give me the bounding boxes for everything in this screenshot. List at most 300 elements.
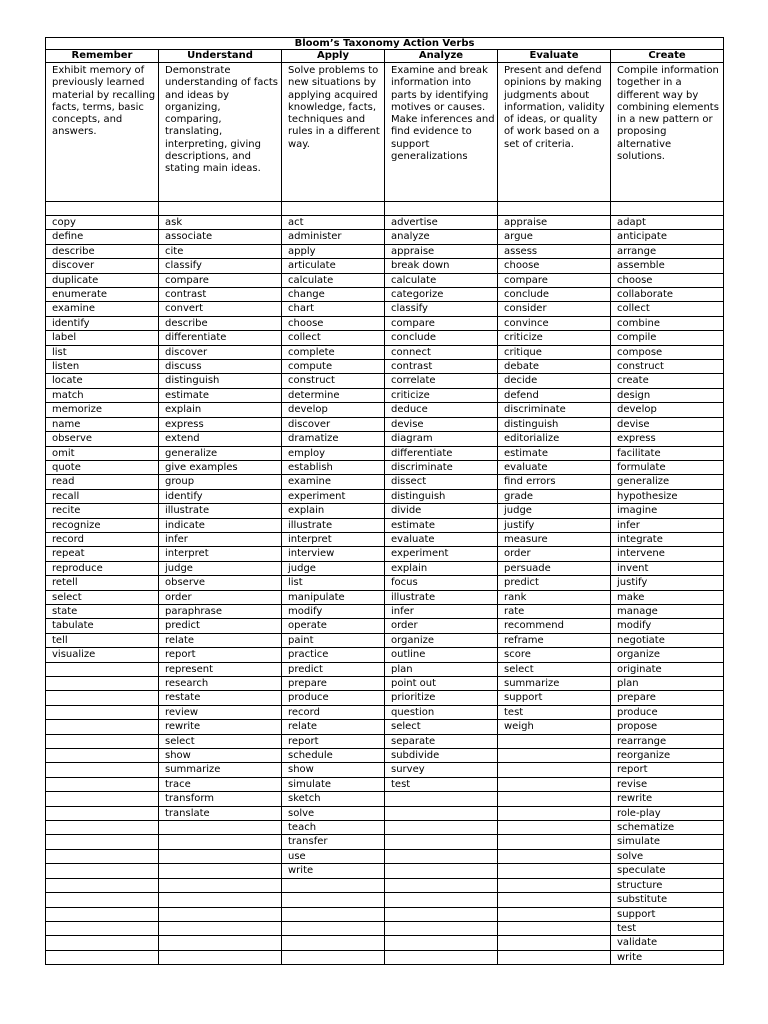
- verb-cell-understand: express: [159, 417, 282, 431]
- verb-cell-evaluate: criticize: [498, 331, 611, 345]
- empty-cell: [385, 821, 498, 835]
- verb-cell-evaluate: editorialize: [498, 432, 611, 446]
- verb-cell-apply: interpret: [282, 532, 385, 546]
- verb-cell-understand: interpret: [159, 547, 282, 561]
- empty-cell: [498, 749, 611, 763]
- verb-cell-apply: paint: [282, 633, 385, 647]
- verb-cell-understand: relate: [159, 633, 282, 647]
- verb-cell-understand: estimate: [159, 388, 282, 402]
- table-row: [46, 302, 724, 316]
- verb-cell-understand: convert: [159, 302, 282, 316]
- header-remember: Remember: [46, 50, 159, 63]
- empty-cell: [498, 950, 611, 964]
- verb-cell-understand: explain: [159, 403, 282, 417]
- verb-cell-create: invent: [611, 561, 724, 575]
- verb-cell-analyze: outline: [385, 648, 498, 662]
- empty-cell: [385, 921, 498, 935]
- table-row: [46, 417, 724, 431]
- verb-cell-understand: summarize: [159, 763, 282, 777]
- verb-cell-remember: retell: [46, 576, 159, 590]
- verb-cell-evaluate: find errors: [498, 475, 611, 489]
- verb-cell-create: schematize: [611, 821, 724, 835]
- verb-cell-analyze: organize: [385, 633, 498, 647]
- verb-cell-understand: represent: [159, 662, 282, 676]
- empty-cell: [282, 878, 385, 892]
- table-row: [46, 950, 724, 964]
- verb-cell-evaluate: recommend: [498, 619, 611, 633]
- empty-cell: [498, 835, 611, 849]
- verb-cell-apply: complete: [282, 345, 385, 359]
- verb-cell-understand: translate: [159, 806, 282, 820]
- verb-cell-understand: infer: [159, 532, 282, 546]
- verb-cell-create: role-play: [611, 806, 724, 820]
- verb-cell-apply: modify: [282, 604, 385, 618]
- verb-cell-understand: trace: [159, 777, 282, 791]
- verb-cell-understand: restate: [159, 691, 282, 705]
- table-row: [46, 806, 724, 820]
- verb-cell-analyze: analyze: [385, 230, 498, 244]
- empty-cell: [385, 792, 498, 806]
- verb-cell-remember: memorize: [46, 403, 159, 417]
- verb-cell-create: assemble: [611, 259, 724, 273]
- verb-cell-remember: select: [46, 590, 159, 604]
- table-row: [46, 475, 724, 489]
- verb-cell-create: propose: [611, 720, 724, 734]
- verb-cell-apply: apply: [282, 244, 385, 258]
- empty-cell: [498, 792, 611, 806]
- empty-cell: [159, 921, 282, 935]
- table-row: [46, 446, 724, 460]
- description-apply: Solve problems to new situations by applying acquired knowledge, facts, techniques and rules in a different way.: [282, 63, 385, 202]
- verb-cell-analyze: criticize: [385, 388, 498, 402]
- table-row: [46, 489, 724, 503]
- verb-cell-remember: list: [46, 345, 159, 359]
- verb-cell-analyze: advertise: [385, 216, 498, 230]
- verb-cell-remember: identify: [46, 316, 159, 330]
- verb-cell-evaluate: convince: [498, 316, 611, 330]
- verb-cell-apply: explain: [282, 504, 385, 518]
- verb-cell-understand: research: [159, 677, 282, 691]
- empty-cell: [159, 864, 282, 878]
- table-row: [46, 259, 724, 273]
- verb-cell-remember: recognize: [46, 518, 159, 532]
- verb-cell-understand: contrast: [159, 288, 282, 302]
- verb-cell-remember: name: [46, 417, 159, 431]
- table-row: [46, 604, 724, 618]
- empty-cell: [498, 806, 611, 820]
- verb-cell-evaluate: order: [498, 547, 611, 561]
- verb-cell-evaluate: compare: [498, 273, 611, 287]
- empty-cell: [46, 907, 159, 921]
- verb-cell-apply: transfer: [282, 835, 385, 849]
- empty-cell: [498, 763, 611, 777]
- verb-cell-evaluate: decide: [498, 374, 611, 388]
- empty-cell: [498, 849, 611, 863]
- empty-cell: [159, 878, 282, 892]
- verb-cell-evaluate: defend: [498, 388, 611, 402]
- verb-cell-analyze: point out: [385, 677, 498, 691]
- verb-cell-create: devise: [611, 417, 724, 431]
- verb-cell-create: simulate: [611, 835, 724, 849]
- verb-cell-create: structure: [611, 878, 724, 892]
- verb-cell-evaluate: measure: [498, 532, 611, 546]
- verb-cell-remember: observe: [46, 432, 159, 446]
- verb-cell-remember: recall: [46, 489, 159, 503]
- table-row: [46, 547, 724, 561]
- verb-cell-apply: use: [282, 849, 385, 863]
- description-create: Compile information together in a different way by combining elements in a new pattern or proposing alternative solutions.: [611, 63, 724, 202]
- table-row: [46, 792, 724, 806]
- table-row: [46, 849, 724, 863]
- verb-cell-apply: teach: [282, 821, 385, 835]
- verb-cell-evaluate: judge: [498, 504, 611, 518]
- verb-cell-create: plan: [611, 677, 724, 691]
- verb-cell-analyze: infer: [385, 604, 498, 618]
- empty-cell: [46, 734, 159, 748]
- verb-cell-understand: extend: [159, 432, 282, 446]
- verb-cell-apply: choose: [282, 316, 385, 330]
- verb-cell-analyze: conclude: [385, 331, 498, 345]
- verb-cell-remember: duplicate: [46, 273, 159, 287]
- verb-cell-remember: record: [46, 532, 159, 546]
- verb-cell-understand: judge: [159, 561, 282, 575]
- verb-cell-apply: act: [282, 216, 385, 230]
- verb-cell-understand: paraphrase: [159, 604, 282, 618]
- verb-cell-evaluate: discriminate: [498, 403, 611, 417]
- verb-cell-analyze: focus: [385, 576, 498, 590]
- verb-cell-analyze: experiment: [385, 547, 498, 561]
- verb-cell-remember: quote: [46, 460, 159, 474]
- empty-cell: [46, 777, 159, 791]
- verb-cell-analyze: order: [385, 619, 498, 633]
- verb-cell-create: collaborate: [611, 288, 724, 302]
- verb-cell-apply: schedule: [282, 749, 385, 763]
- verb-cell-evaluate: distinguish: [498, 417, 611, 431]
- spacer-cell: [498, 202, 611, 216]
- verb-cell-remember: tell: [46, 633, 159, 647]
- verb-cell-apply: show: [282, 763, 385, 777]
- description-remember: Exhibit memory of previously learned material by recalling facts, terms, basic concepts, and answers.: [46, 63, 159, 202]
- empty-cell: [498, 921, 611, 935]
- verb-cell-understand: compare: [159, 273, 282, 287]
- spacer-cell: [159, 202, 282, 216]
- verb-cell-remember: tabulate: [46, 619, 159, 633]
- verb-cell-apply: judge: [282, 561, 385, 575]
- verb-cell-remember: state: [46, 604, 159, 618]
- empty-cell: [282, 936, 385, 950]
- verb-cell-analyze: distinguish: [385, 489, 498, 503]
- empty-cell: [385, 893, 498, 907]
- empty-cell: [385, 950, 498, 964]
- verb-cell-remember: enumerate: [46, 288, 159, 302]
- verb-cell-create: organize: [611, 648, 724, 662]
- verb-cell-analyze: subdivide: [385, 749, 498, 763]
- verb-cell-analyze: separate: [385, 734, 498, 748]
- verb-cell-understand: distinguish: [159, 374, 282, 388]
- verb-cell-create: make: [611, 590, 724, 604]
- verb-cell-understand: observe: [159, 576, 282, 590]
- header-evaluate: Evaluate: [498, 50, 611, 63]
- verb-cell-apply: establish: [282, 460, 385, 474]
- header-create: Create: [611, 50, 724, 63]
- empty-cell: [159, 893, 282, 907]
- table-row: [46, 316, 724, 330]
- verb-cell-create: reorganize: [611, 749, 724, 763]
- verb-cell-evaluate: support: [498, 691, 611, 705]
- verb-cell-understand: give examples: [159, 460, 282, 474]
- verb-cell-apply: develop: [282, 403, 385, 417]
- verb-cell-evaluate: predict: [498, 576, 611, 590]
- empty-cell: [498, 864, 611, 878]
- empty-cell: [46, 921, 159, 935]
- verb-cell-create: originate: [611, 662, 724, 676]
- spacer-cell: [282, 202, 385, 216]
- verb-cell-create: report: [611, 763, 724, 777]
- verb-cell-remember: visualize: [46, 648, 159, 662]
- verb-cell-understand: describe: [159, 316, 282, 330]
- empty-cell: [498, 893, 611, 907]
- empty-cell: [46, 950, 159, 964]
- verb-cell-create: develop: [611, 403, 724, 417]
- verb-cell-create: design: [611, 388, 724, 402]
- table-row: [46, 216, 724, 230]
- verb-cell-apply: prepare: [282, 677, 385, 691]
- table-row: [46, 590, 724, 604]
- blooms-taxonomy-document: [45, 37, 723, 965]
- verb-cell-evaluate: rate: [498, 604, 611, 618]
- verb-cell-understand: select: [159, 734, 282, 748]
- verb-cell-analyze: test: [385, 777, 498, 791]
- empty-cell: [282, 907, 385, 921]
- empty-cell: [385, 907, 498, 921]
- verb-cell-create: support: [611, 907, 724, 921]
- spacer-cell: [611, 202, 724, 216]
- header-apply: Apply: [282, 50, 385, 63]
- empty-cell: [46, 691, 159, 705]
- verb-cell-understand: predict: [159, 619, 282, 633]
- empty-cell: [159, 821, 282, 835]
- description-understand: Demonstrate understanding of facts and ideas by organizing, comparing, translating, interpreting, giving descriptions, and stating main ideas.: [159, 63, 282, 202]
- verb-cell-remember: omit: [46, 446, 159, 460]
- verb-cell-analyze: break down: [385, 259, 498, 273]
- verb-cell-remember: examine: [46, 302, 159, 316]
- header-understand: Understand: [159, 50, 282, 63]
- header-analyze: Analyze: [385, 50, 498, 63]
- table-title: Bloom’s Taxonomy Action Verbs: [46, 38, 724, 50]
- verb-cell-understand: discuss: [159, 360, 282, 374]
- verb-cell-analyze: contrast: [385, 360, 498, 374]
- verb-cell-create: collect: [611, 302, 724, 316]
- empty-cell: [46, 806, 159, 820]
- empty-cell: [46, 792, 159, 806]
- verb-cell-understand: identify: [159, 489, 282, 503]
- table-row: [46, 936, 724, 950]
- verb-cell-analyze: calculate: [385, 273, 498, 287]
- verb-cell-remember: recite: [46, 504, 159, 518]
- verb-cell-apply: practice: [282, 648, 385, 662]
- empty-cell: [498, 777, 611, 791]
- verb-cell-create: facilitate: [611, 446, 724, 460]
- empty-cell: [498, 734, 611, 748]
- verb-cell-remember: reproduce: [46, 561, 159, 575]
- verb-cell-analyze: plan: [385, 662, 498, 676]
- verb-cell-create: express: [611, 432, 724, 446]
- table-row: [46, 561, 724, 575]
- empty-cell: [159, 950, 282, 964]
- verb-cell-remember: repeat: [46, 547, 159, 561]
- verb-cell-analyze: explain: [385, 561, 498, 575]
- table-row: [46, 893, 724, 907]
- verb-cell-understand: associate: [159, 230, 282, 244]
- verb-cell-apply: simulate: [282, 777, 385, 791]
- verb-cell-understand: report: [159, 648, 282, 662]
- table-row: [46, 619, 724, 633]
- empty-cell: [282, 921, 385, 935]
- table-row: [46, 777, 724, 791]
- verb-cell-apply: experiment: [282, 489, 385, 503]
- verb-cell-remember: copy: [46, 216, 159, 230]
- verb-cell-analyze: survey: [385, 763, 498, 777]
- verb-cell-create: write: [611, 950, 724, 964]
- verb-cell-remember: describe: [46, 244, 159, 258]
- verb-cell-apply: operate: [282, 619, 385, 633]
- verb-cell-understand: discover: [159, 345, 282, 359]
- empty-cell: [385, 806, 498, 820]
- verb-cell-apply: compute: [282, 360, 385, 374]
- empty-cell: [498, 907, 611, 921]
- empty-cell: [282, 893, 385, 907]
- table-row: [46, 662, 724, 676]
- empty-cell: [46, 864, 159, 878]
- verb-cell-create: test: [611, 921, 724, 935]
- empty-cell: [159, 835, 282, 849]
- empty-cell: [46, 763, 159, 777]
- verb-cell-understand: classify: [159, 259, 282, 273]
- verb-cell-create: choose: [611, 273, 724, 287]
- verb-cell-analyze: divide: [385, 504, 498, 518]
- empty-cell: [46, 705, 159, 719]
- verb-cell-evaluate: test: [498, 705, 611, 719]
- verb-cell-understand: rewrite: [159, 720, 282, 734]
- verb-cell-create: compile: [611, 331, 724, 345]
- empty-cell: [46, 835, 159, 849]
- verb-cell-analyze: evaluate: [385, 532, 498, 546]
- empty-cell: [46, 677, 159, 691]
- verb-cell-analyze: estimate: [385, 518, 498, 532]
- verb-cell-create: speculate: [611, 864, 724, 878]
- empty-cell: [46, 878, 159, 892]
- verb-cell-apply: change: [282, 288, 385, 302]
- verb-cell-create: intervene: [611, 547, 724, 561]
- verb-cell-create: generalize: [611, 475, 724, 489]
- verb-cell-analyze: discriminate: [385, 460, 498, 474]
- verb-cell-understand: cite: [159, 244, 282, 258]
- verb-cell-create: arrange: [611, 244, 724, 258]
- verb-cell-evaluate: rank: [498, 590, 611, 604]
- verb-cell-evaluate: score: [498, 648, 611, 662]
- verb-cell-apply: discover: [282, 417, 385, 431]
- verb-cell-analyze: connect: [385, 345, 498, 359]
- verb-cell-understand: order: [159, 590, 282, 604]
- verb-cell-create: modify: [611, 619, 724, 633]
- verb-cell-evaluate: assess: [498, 244, 611, 258]
- verb-cell-remember: read: [46, 475, 159, 489]
- verb-cell-create: produce: [611, 705, 724, 719]
- table-row: [46, 331, 724, 345]
- verb-cell-evaluate: consider: [498, 302, 611, 316]
- empty-cell: [498, 821, 611, 835]
- table-row: [46, 374, 724, 388]
- empty-cell: [46, 749, 159, 763]
- verb-cell-evaluate: critique: [498, 345, 611, 359]
- spacer-cell: [46, 202, 159, 216]
- verb-cell-evaluate: grade: [498, 489, 611, 503]
- verb-cell-apply: dramatize: [282, 432, 385, 446]
- empty-cell: [282, 950, 385, 964]
- verb-cell-apply: predict: [282, 662, 385, 676]
- verb-cell-understand: transform: [159, 792, 282, 806]
- verb-cell-create: validate: [611, 936, 724, 950]
- verb-cell-analyze: correlate: [385, 374, 498, 388]
- verb-cell-apply: relate: [282, 720, 385, 734]
- verb-cell-create: revise: [611, 777, 724, 791]
- empty-cell: [385, 835, 498, 849]
- verb-cell-apply: produce: [282, 691, 385, 705]
- verb-cell-create: imagine: [611, 504, 724, 518]
- verb-cell-understand: show: [159, 749, 282, 763]
- verb-cell-apply: report: [282, 734, 385, 748]
- verb-cell-apply: chart: [282, 302, 385, 316]
- verb-cell-understand: generalize: [159, 446, 282, 460]
- verb-cell-analyze: dissect: [385, 475, 498, 489]
- empty-cell: [46, 849, 159, 863]
- table-row: [46, 734, 724, 748]
- verb-cell-apply: collect: [282, 331, 385, 345]
- empty-cell: [385, 936, 498, 950]
- verb-cell-create: anticipate: [611, 230, 724, 244]
- verb-cell-evaluate: justify: [498, 518, 611, 532]
- verb-cell-analyze: appraise: [385, 244, 498, 258]
- verb-cell-create: hypothesize: [611, 489, 724, 503]
- table-row: [46, 460, 724, 474]
- verb-cell-create: compose: [611, 345, 724, 359]
- verb-cell-apply: manipulate: [282, 590, 385, 604]
- verb-cell-apply: interview: [282, 547, 385, 561]
- table-row: [46, 907, 724, 921]
- verb-cell-remember: locate: [46, 374, 159, 388]
- verb-cell-apply: determine: [282, 388, 385, 402]
- empty-cell: [46, 893, 159, 907]
- verb-cell-apply: employ: [282, 446, 385, 460]
- verb-cell-apply: illustrate: [282, 518, 385, 532]
- verb-cell-apply: write: [282, 864, 385, 878]
- verb-cell-evaluate: argue: [498, 230, 611, 244]
- table-row: [46, 532, 724, 546]
- verb-cell-create: substitute: [611, 893, 724, 907]
- table-row: [46, 878, 724, 892]
- verb-cell-create: integrate: [611, 532, 724, 546]
- verb-cell-evaluate: conclude: [498, 288, 611, 302]
- table-row: [46, 633, 724, 647]
- verb-cell-understand: group: [159, 475, 282, 489]
- description-analyze: Examine and break information into parts by identifying motives or causes. Make inferences and find evidence to support generalizations: [385, 63, 498, 202]
- empty-cell: [46, 821, 159, 835]
- verb-cell-create: rearrange: [611, 734, 724, 748]
- table-row: [46, 648, 724, 662]
- verb-cell-evaluate: select: [498, 662, 611, 676]
- verb-cell-apply: record: [282, 705, 385, 719]
- verb-cell-analyze: compare: [385, 316, 498, 330]
